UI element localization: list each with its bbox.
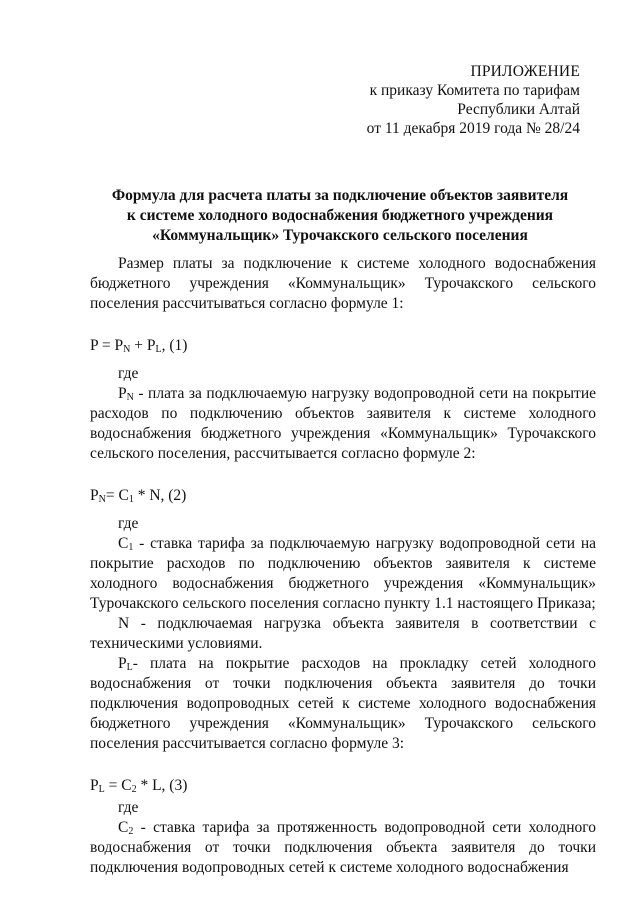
where-label-1: где — [118, 365, 139, 382]
attachment-line-2: Республики Алтай — [457, 101, 580, 118]
intro-paragraph: Размер платы за подключение к системе холодного водоснабжения бюджетного учреждения «Коммунальщик» Турочакского сельского поселения рассчитываться согласно формуле 1: — [90, 255, 596, 312]
document-title-line-2: к системе холодного водоснабжения бюджетного учреждения — [126, 207, 554, 224]
document-body — [90, 254, 596, 878]
attachment-line-3: от 11 декабря 2019 года № 28/24 — [366, 120, 580, 137]
attachment-line-1: к приказу Комитета по тарифам — [369, 82, 580, 99]
formula-3: $P_L = C_2 * L$, (3) — [90, 777, 188, 795]
c2-definition: $C_2$ - ставка тарифа за протяженность водопроводной сети холодного водоснабжения от точки подключения объекта заявителя до точки подключения водопроводных сетей к системе холодного водоснабжения — [90, 819, 596, 876]
c1-definition: $C_1$ - ставка тарифа за подключаемую нагрузку водопроводной сети на покрытие расходов по подключению объектов заявителя к системе холодного водоснабжения бюджетного учреждения «Коммунальщик» Турочакского сельского поселения согласно пункту 1.1 настоящего Приказа; — [90, 535, 596, 612]
n-definition: N - подключаемая нагрузка объекта заявителя в соответствии с техническими условиями. — [90, 615, 596, 652]
where-label-2: где — [118, 515, 139, 532]
formula-2: $P_N= C_1 * N$, (2) — [90, 487, 187, 505]
formula-1: $P = P_N + P_L$, (1) — [90, 337, 188, 355]
pn-definition: $P_N$ - плата за подключаемую нагрузку водопроводной сети на покрытие расходов по подключению объектов заявителя к системе холодного водоснабжения бюджетного учреждения «Коммунальщик» Турочакского сельского поселения, рассчитывается согласно формуле 2: — [90, 385, 596, 462]
attachment-header — [367, 62, 580, 138]
document-title-line-3: «Коммунальщик» Турочакского сельского поселения — [152, 227, 528, 244]
pl-definition: $P_L-$ плата на покрытие расходов на прокладку сетей холодного водоснабжения от точки подключения объекта заявителя до точки подключения водопроводных сетей к системе холодного водоснабжения бюджетного учреждения «Коммунальщик» Турочакского сельского поселения рассчитывается согласно формуле 3: — [90, 655, 596, 752]
where-label-3: где — [118, 799, 139, 816]
document-title-line-1: Формула для расчета платы за подключение объектов заявителя — [111, 187, 569, 204]
attachment-title: ПРИЛОЖЕНИЕ — [470, 63, 580, 80]
document-title — [80, 186, 600, 246]
